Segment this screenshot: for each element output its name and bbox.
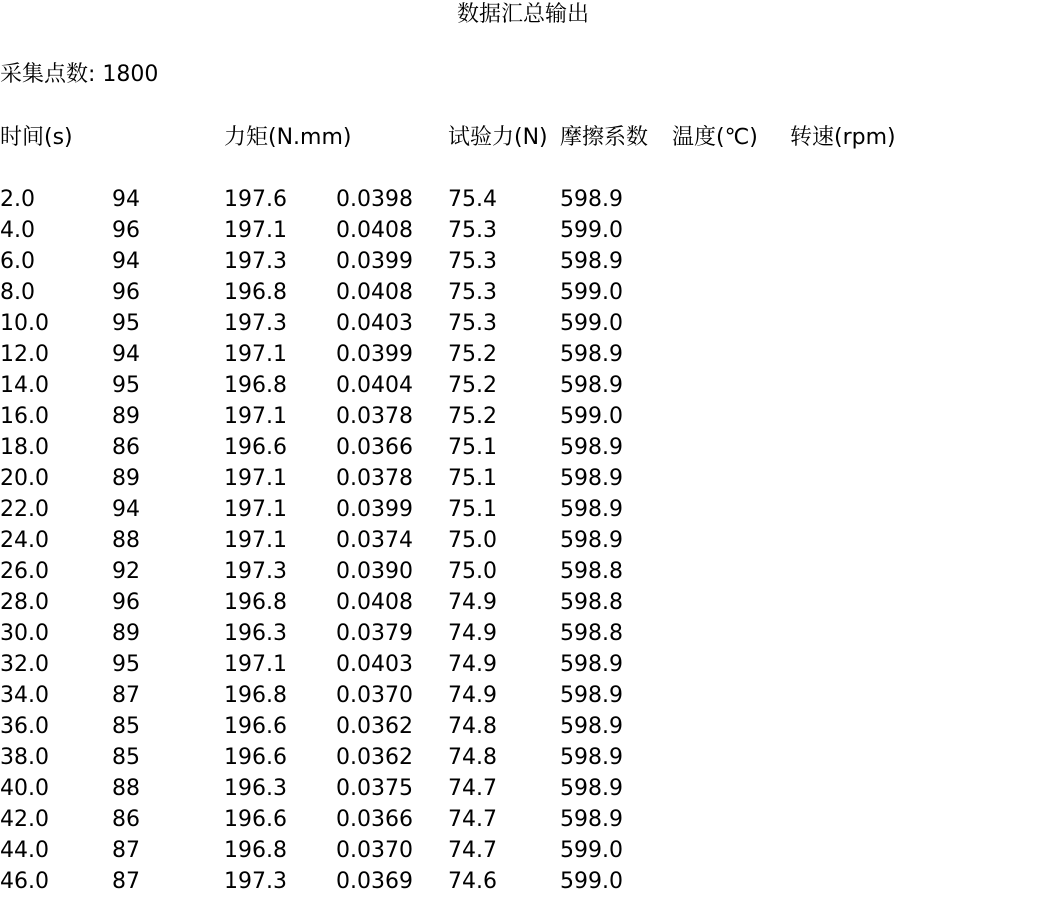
table-cell-col4: 0.0374 (336, 528, 413, 553)
table-cell-col4: 0.0366 (336, 435, 413, 460)
table-cell-col3: 197.3 (224, 311, 287, 336)
table-cell-col5: 74.6 (448, 869, 497, 894)
table-cell-col6: 599.0 (560, 218, 623, 243)
table-cell-col4: 0.0362 (336, 714, 413, 739)
table-cell-col2: 94 (112, 187, 140, 212)
table-cell-col2: 89 (112, 404, 140, 429)
table-cell-col3: 197.1 (224, 497, 287, 522)
table-cell-col2: 85 (112, 714, 140, 739)
table-cell-time: 42.0 (0, 807, 49, 832)
table-cell-col6: 598.9 (560, 683, 623, 708)
table-cell-col2: 96 (112, 218, 140, 243)
table-cell-col5: 74.9 (448, 652, 497, 677)
table-cell-col3: 197.3 (224, 559, 287, 584)
table-cell-col4: 0.0378 (336, 404, 413, 429)
table-cell-col4: 0.0362 (336, 745, 413, 770)
table-cell-col5: 75.3 (448, 249, 497, 274)
table-cell-time: 6.0 (0, 249, 35, 274)
table-cell-time: 28.0 (0, 590, 49, 615)
table-cell-col3: 196.6 (224, 714, 287, 739)
table-cell-col6: 598.9 (560, 714, 623, 739)
table-cell-col3: 197.6 (224, 187, 287, 212)
table-cell-col5: 75.1 (448, 466, 497, 491)
table-cell-col5: 75.2 (448, 404, 497, 429)
table-cell-col3: 197.1 (224, 218, 287, 243)
table-cell-col3: 196.8 (224, 838, 287, 863)
table-cell-time: 26.0 (0, 559, 49, 584)
table-cell-col6: 598.9 (560, 435, 623, 460)
table-cell-time: 30.0 (0, 621, 49, 646)
table-cell-time: 40.0 (0, 776, 49, 801)
table-cell-col5: 75.2 (448, 373, 497, 398)
table-cell-col5: 74.9 (448, 590, 497, 615)
table-cell-col6: 598.9 (560, 466, 623, 491)
table-cell-col2: 89 (112, 466, 140, 491)
table-cell-col5: 75.3 (448, 280, 497, 305)
table-cell-time: 10.0 (0, 311, 49, 336)
table-cell-time: 38.0 (0, 745, 49, 770)
table-cell-col3: 196.6 (224, 435, 287, 460)
table-cell-col6: 598.9 (560, 249, 623, 274)
table-cell-col6: 598.8 (560, 590, 623, 615)
sample-count-value: 1800 (102, 62, 159, 87)
table-cell-time: 22.0 (0, 497, 49, 522)
table-cell-time: 44.0 (0, 838, 49, 863)
header-test-force: 试验力(N) (448, 125, 548, 150)
table-cell-col3: 196.6 (224, 807, 287, 832)
table-cell-col5: 75.1 (448, 497, 497, 522)
table-cell-col3: 197.1 (224, 342, 287, 367)
table-cell-col2: 94 (112, 342, 140, 367)
table-cell-col4: 0.0404 (336, 373, 413, 398)
table-cell-time: 14.0 (0, 373, 49, 398)
table-cell-col4: 0.0403 (336, 311, 413, 336)
page-title: 数据汇总输出 (456, 2, 589, 27)
table-cell-col4: 0.0408 (336, 218, 413, 243)
header-temperature: 温度(℃) (672, 125, 758, 150)
table-cell-col4: 0.0399 (336, 497, 413, 522)
table-cell-col3: 197.1 (224, 652, 287, 677)
table-cell-col4: 0.0378 (336, 466, 413, 491)
table-cell-col6: 598.9 (560, 528, 623, 553)
table-cell-col2: 96 (112, 590, 140, 615)
table-cell-col5: 74.7 (448, 807, 497, 832)
header-time: 时间(s) (0, 125, 73, 150)
table-cell-col3: 196.6 (224, 745, 287, 770)
table-cell-col6: 598.9 (560, 776, 623, 801)
table-cell-col2: 95 (112, 373, 140, 398)
table-cell-col6: 598.8 (560, 559, 623, 584)
table-cell-col3: 197.1 (224, 404, 287, 429)
table-cell-col4: 0.0390 (336, 559, 413, 584)
table-cell-col4: 0.0399 (336, 249, 413, 274)
table-cell-col5: 75.1 (448, 435, 497, 460)
table-cell-col2: 94 (112, 249, 140, 274)
table-cell-col3: 197.3 (224, 249, 287, 274)
table-cell-col6: 599.0 (560, 869, 623, 894)
header-speed: 转速(rpm) (790, 125, 896, 150)
table-cell-time: 8.0 (0, 280, 35, 305)
table-cell-col2: 87 (112, 838, 140, 863)
header-torque: 力矩(N.mm) (224, 125, 352, 150)
table-cell-col3: 196.8 (224, 590, 287, 615)
table-cell-time: 4.0 (0, 218, 35, 243)
table-cell-col2: 94 (112, 497, 140, 522)
table-cell-col3: 196.8 (224, 280, 287, 305)
table-cell-col5: 75.3 (448, 218, 497, 243)
table-cell-col4: 0.0366 (336, 807, 413, 832)
table-cell-col6: 599.0 (560, 404, 623, 429)
table-cell-col6: 599.0 (560, 280, 623, 305)
table-cell-col2: 95 (112, 652, 140, 677)
table-cell-col4: 0.0403 (336, 652, 413, 677)
table-cell-col4: 0.0399 (336, 342, 413, 367)
table-cell-col5: 75.2 (448, 342, 497, 367)
table-cell-col3: 197.1 (224, 528, 287, 553)
table-cell-col4: 0.0408 (336, 590, 413, 615)
table-cell-time: 24.0 (0, 528, 49, 553)
table-cell-col4: 0.0370 (336, 838, 413, 863)
table-cell-col6: 598.9 (560, 807, 623, 832)
table-cell-col5: 74.9 (448, 621, 497, 646)
table-cell-col3: 196.8 (224, 373, 287, 398)
table-cell-col2: 88 (112, 776, 140, 801)
table-cell-col3: 196.3 (224, 776, 287, 801)
table-cell-col2: 86 (112, 807, 140, 832)
table-cell-col5: 74.7 (448, 776, 497, 801)
table-cell-col2: 89 (112, 621, 140, 646)
table-cell-col2: 86 (112, 435, 140, 460)
table-cell-time: 12.0 (0, 342, 49, 367)
table-cell-time: 16.0 (0, 404, 49, 429)
table-cell-col2: 87 (112, 683, 140, 708)
table-cell-col4: 0.0408 (336, 280, 413, 305)
table-cell-col6: 598.9 (560, 497, 623, 522)
table-cell-time: 36.0 (0, 714, 49, 739)
table-cell-col3: 197.1 (224, 466, 287, 491)
table-cell-time: 46.0 (0, 869, 49, 894)
table-cell-col6: 598.9 (560, 745, 623, 770)
table-cell-col3: 196.3 (224, 621, 287, 646)
table-cell-col2: 96 (112, 280, 140, 305)
table-cell-col6: 598.9 (560, 373, 623, 398)
sample-count-line (0, 60, 158, 90)
sample-count-label: 采集点数: (0, 62, 96, 87)
table-cell-col5: 74.8 (448, 745, 497, 770)
table-cell-col2: 92 (112, 559, 140, 584)
table-cell-col4: 0.0369 (336, 869, 413, 894)
table-cell-time: 20.0 (0, 466, 49, 491)
table-cell-time: 34.0 (0, 683, 49, 708)
table-cell-col2: 85 (112, 745, 140, 770)
table-cell-col6: 599.0 (560, 838, 623, 863)
table-cell-col3: 196.8 (224, 683, 287, 708)
table-cell-col6: 598.9 (560, 187, 623, 212)
table-cell-col6: 598.8 (560, 621, 623, 646)
table-cell-col4: 0.0370 (336, 683, 413, 708)
table-cell-col5: 74.8 (448, 714, 497, 739)
table-cell-col6: 598.9 (560, 342, 623, 367)
table-cell-time: 18.0 (0, 435, 49, 460)
header-friction-coefficient: 摩擦系数 (560, 125, 649, 150)
table-cell-col4: 0.0375 (336, 776, 413, 801)
table-cell-col2: 88 (112, 528, 140, 553)
table-cell-col5: 75.3 (448, 311, 497, 336)
table-cell-time: 2.0 (0, 187, 35, 212)
table-cell-col6: 599.0 (560, 311, 623, 336)
table-cell-col5: 75.0 (448, 559, 497, 584)
table-cell-col5: 75.0 (448, 528, 497, 553)
table-cell-col2: 87 (112, 869, 140, 894)
table-cell-col4: 0.0398 (336, 187, 413, 212)
table-cell-time: 32.0 (0, 652, 49, 677)
table-cell-col5: 74.7 (448, 838, 497, 863)
table-cell-col5: 74.9 (448, 683, 497, 708)
table-cell-col3: 197.3 (224, 869, 287, 894)
table-cell-col2: 95 (112, 311, 140, 336)
table-cell-col5: 75.4 (448, 187, 497, 212)
table-cell-col6: 598.9 (560, 652, 623, 677)
table-cell-col4: 0.0379 (336, 621, 413, 646)
